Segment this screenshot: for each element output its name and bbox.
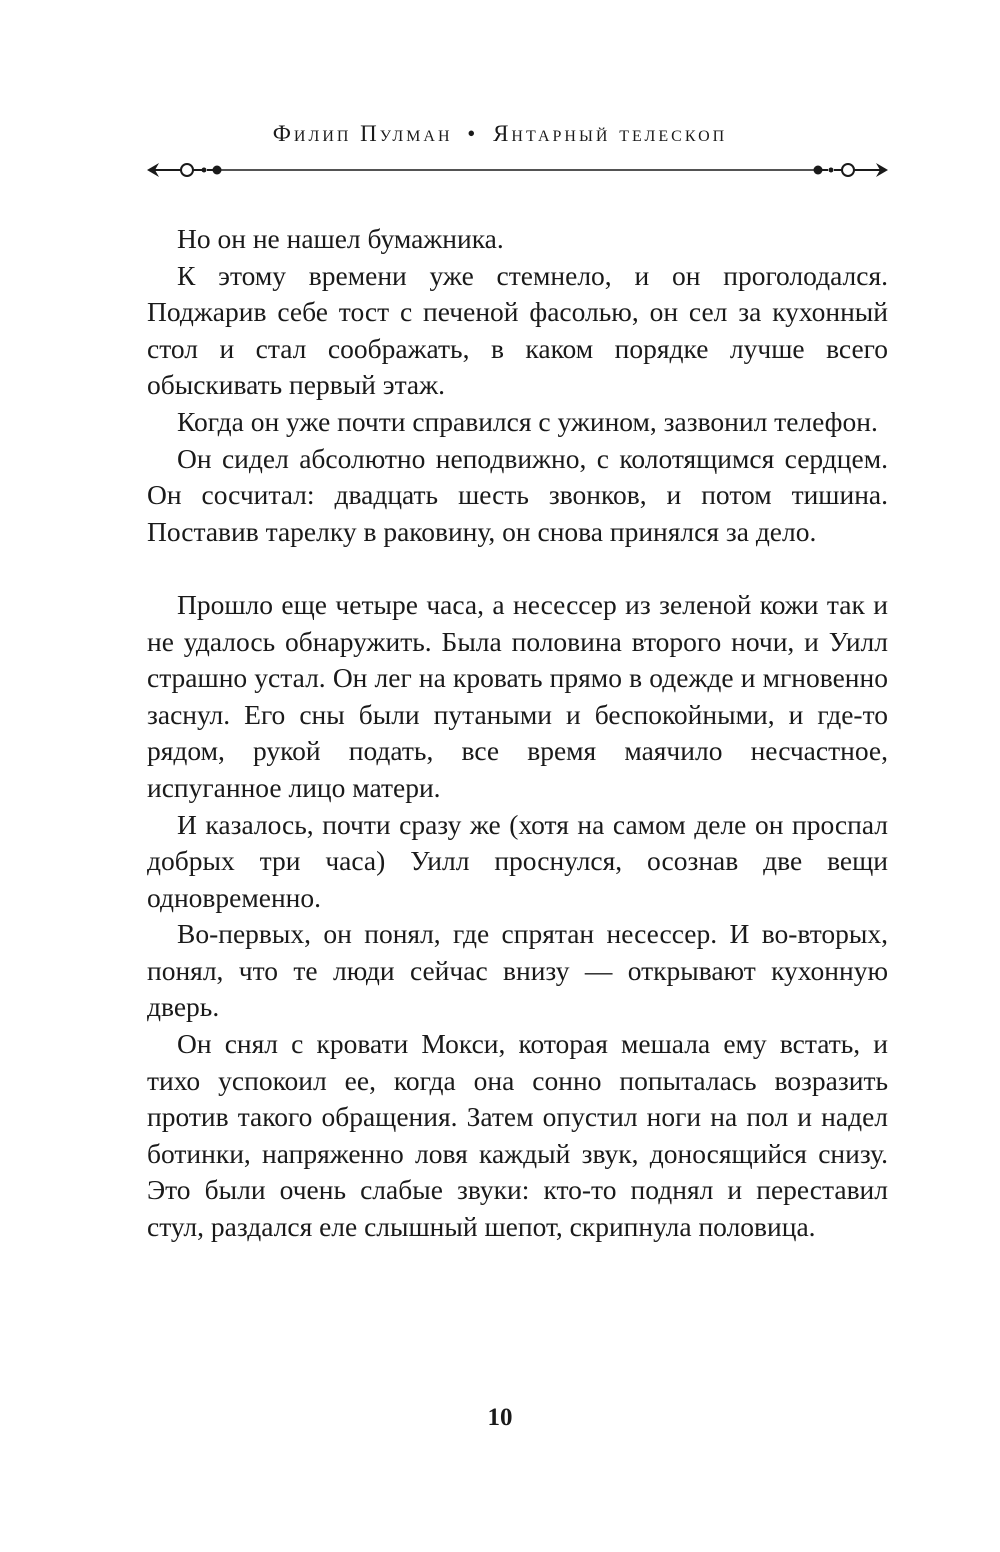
paragraph: К этому времени уже стемнело, и он проголодался. Поджарив себе тост с печеной фасолью, он сел за кухонный стол и стал соображать, в каком порядке лучше всего обыскивать первый этаж. <box>147 259 888 401</box>
paragraph: Во-первых, он понял, где спрятан несессер. И во-вторых, понял, что те люди сейчас внизу — открывают кухонную дверь. <box>147 918 888 1023</box>
ornament-rule-icon <box>145 158 890 182</box>
paragraph: Прошло еще четыре часа, а несессер из зеленой кожи так и не удалось обнаружить. Была половина второго ночи, и Уилл страшно устал. Он лег на кровать прямо в одежде и мгновенно заснул. Его сны были путаными и беспокойными, и где-то рядом, рукой подать, все время маячило несчастное, испуганное лицо матери. <box>147 588 888 803</box>
paragraph: Он снял с кровати Мокси, которая мешала ему встать, и тихо успокоил ее, когда она сонно попыталась возразить против такого обращения. Затем опустил ноги на пол и надел ботинки, напряженно ловя каждый звук, доносящийся снизу. Это были очень слабые звуки: кто-то поднял и переставил стул, раздался еле слышный шепот, скрипнула половица. <box>147 1028 888 1243</box>
paragraph: И казалось, почти сразу же (хотя на самом деле он проспал добрых три часа) Уилл проснулся, осознав две вещи одновременно. <box>147 808 888 913</box>
running-head-title: Янтарный телескоп <box>493 121 728 146</box>
running-head-separator: • <box>467 121 479 146</box>
body-text <box>147 221 888 1246</box>
running-head <box>0 121 1000 147</box>
page-number: 10 <box>487 1404 513 1431</box>
paragraph: Когда он уже почти справился с ужином, зазвонил телефон. <box>177 405 878 437</box>
running-head-author: Филип Пулман <box>272 121 453 146</box>
paragraph: Он сидел абсолютно неподвижно, с колотящимся сердцем. Он сосчитал: двадцать шесть звонков, и потом тишина. Поставив тарелку в раковину, он снова принялся за дело. <box>147 442 888 547</box>
paragraph: Но он не нашел бумажника. <box>177 223 504 254</box>
